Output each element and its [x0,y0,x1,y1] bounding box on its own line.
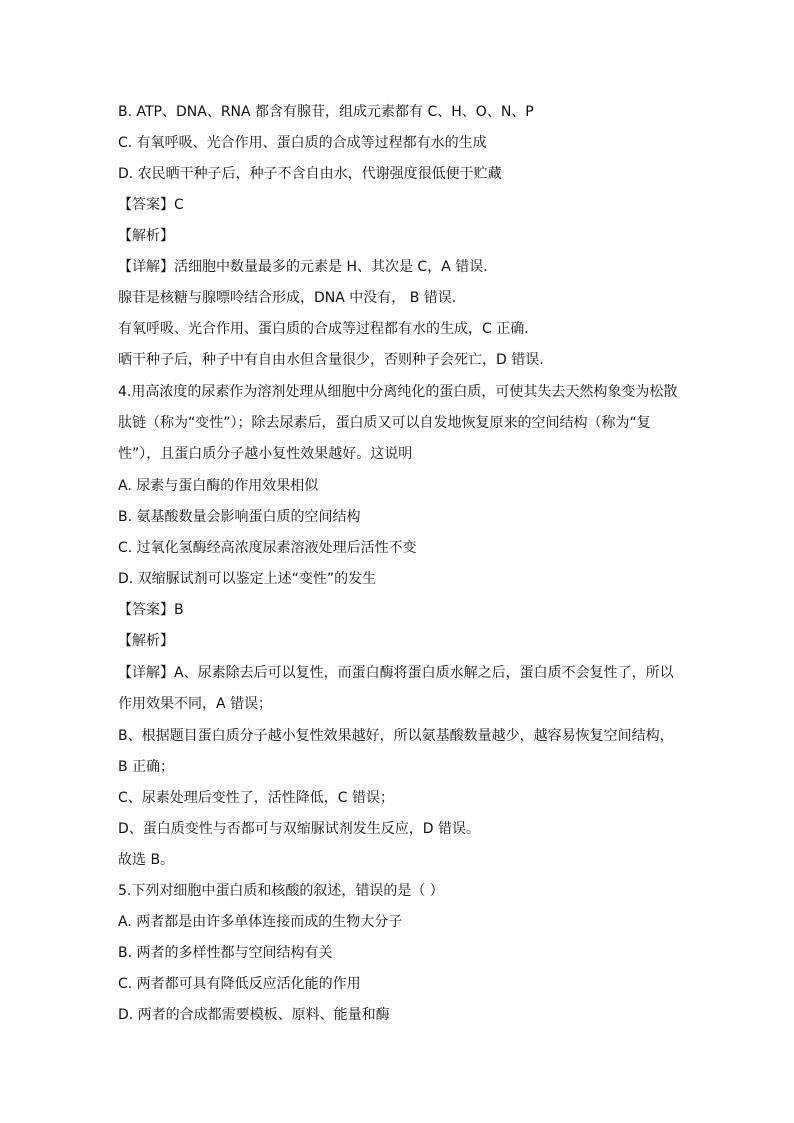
q4-detail-line: 【详解】A、尿素除去后可以复性，而蛋白酶将蛋白质水解之后，蛋白质不会复性了，所以 [118,665,674,681]
q5-option-a: A. 两者都是由许多单体连接而成的生物大分子 [118,914,403,930]
q4-answer: 【答案】B [118,602,184,618]
q4-detail-line: D、蛋白质变性与否都可与双缩脲试剂发生反应，D 错误。 [118,821,481,837]
q3-option-c: C. 有氧呼吸、光合作用、蛋白质的合成等过程都有水的生成 [118,135,487,151]
q4-option-b: B. 氨基酸数量会影响蛋白质的空间结构 [118,509,361,525]
q3-answer: 【答案】C [118,197,184,213]
q4-stem-line: 肽链（称为“变性”）；除去尿素后，蛋白质又可以自发地恢复原来的空间结构（称为“复 [118,415,651,431]
q4-stem-line: 4.用高浓度的尿素作为溶剂处理从细胞中分离纯化的蛋白质，可使其失去天然构象变为松散 [118,384,678,400]
q3-detail-line: 有氧呼吸、光合作用、蛋白质的合成等过程都有水的生成，C 正确. [118,321,529,337]
q4-detail-line: 故选 B。 [118,852,175,868]
q5-option-b: B. 两者的多样性都与空间结构有关 [118,945,333,961]
q3-detail-line: 腺苷是核糖与腺嘌呤结合形成，DNA 中没有， B 错误. [118,290,457,306]
q4-option-c: C. 过氧化氢酶经高浓度尿素溶液处理后活性不变 [118,540,417,556]
q4-analysis-heading: 【解析】 [118,633,174,649]
q3-detail-line: 【详解】活细胞中数量最多的元素是 H、其次是 C，A 错误. [118,259,488,275]
q3-option-d: D. 农民晒干种子后，种子不含自由水，代谢强度很低便于贮藏 [118,166,502,182]
q4-detail-line: B 正确； [118,759,175,775]
q4-option-d: D. 双缩脲试剂可以鉴定上述“变性”的发生 [118,571,377,587]
q4-detail-line: 作用效果不同，A 错误； [118,696,273,712]
q4-detail-line: B、根据题目蛋白质分子越小复性效果越好，所以氨基酸数量越少，越容易恢复空间结构， [118,728,674,744]
q5-stem: 5.下列对细胞中蛋白质和核酸的叙述，错误的是（ ） [118,883,444,899]
q4-stem-line: 性”），且蛋白质分子越小复性效果越好。这说明 [118,446,413,462]
q3-detail-line: 晒干种子后，种子中有自由水但含量很少，否则种子会死亡，D 错误. [118,352,544,368]
q4-detail-line: C、尿素处理后变性了，活性降低，C 错误； [118,790,394,806]
q3-analysis-heading: 【解析】 [118,228,174,244]
q5-option-d: D. 两者的合成都需要模板、原料、能量和酶 [118,1007,390,1023]
q4-option-a: A. 尿素与蛋白酶的作用效果相似 [118,478,319,494]
q5-option-c: C. 两者都可具有降低反应活化能的作用 [118,976,361,992]
q3-option-b: B. ATP、DNA、RNA 都含有腺苷，组成元素都有 C、H、O、N、P [118,104,534,120]
